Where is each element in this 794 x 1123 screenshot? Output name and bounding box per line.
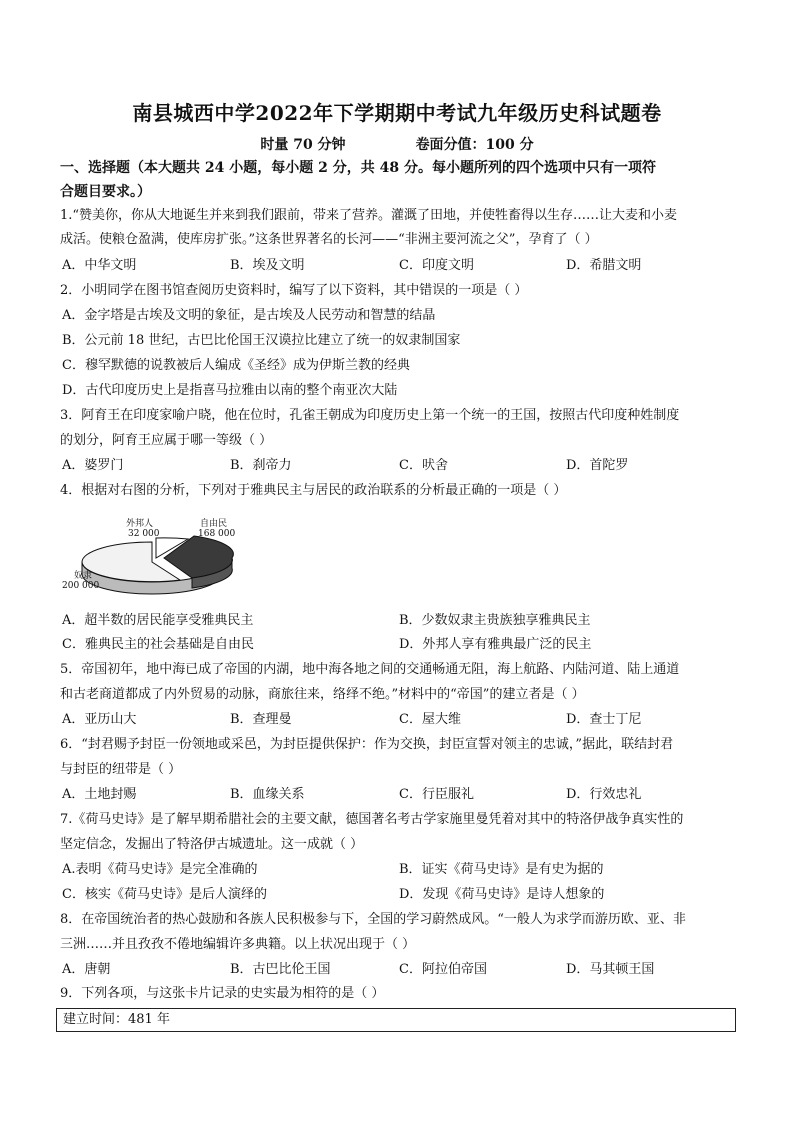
q6-option-b: B．血缘关系 — [230, 787, 305, 802]
question-5-line-2: 和古老商道都成了内外贸易的动脉，商旅往来，络绎不绝。”材料中的“帝国”的建立者是（ ） — [60, 687, 585, 702]
section-heading-line2: 合题目要求。） — [60, 184, 151, 200]
q3-option-b: B．刹帝力 — [230, 458, 292, 473]
q7-option-d: D．发现《荷马史诗》是诗人想象的 — [399, 887, 605, 902]
label-slave-name: 奴隶 — [74, 571, 93, 581]
question-7-line-2: 坚定信念，发掘出了特洛伊古城遗址。这一成就（ ） — [60, 837, 364, 852]
q4-option-b: B．少数奴隶主贵族独享雅典民主 — [399, 613, 591, 628]
question-5-line-1: 5．帝国初年，地中海已成了帝国的内湖，地中海各地之间的交通畅通无阻，海上航路、内陆河道、陆上通道 — [60, 662, 680, 677]
q8-option-d: D．马其顿王国 — [566, 962, 655, 977]
q6-option-a: A．土地封赐 — [62, 787, 137, 802]
history-card — [56, 1008, 736, 1032]
question-1-line-1: 1.“赞美你，你从大地诞生并来到我们跟前，带来了营养。灌溉了田地，并使牲畜得以生存……让大麦和小麦 — [60, 208, 678, 223]
q2-option-d: D．古代印度历史上是指喜马拉雅由以南的整个南亚次大陆 — [62, 383, 398, 398]
q5-option-d: D．查士丁尼 — [566, 712, 642, 727]
q4-option-c: C．雅典民主的社会基础是自由民 — [62, 637, 254, 652]
q7-option-b: B．证实《荷马史诗》是有史为据的 — [399, 862, 604, 877]
q7-option-a: A.表明《荷马史诗》是完全准确的 — [62, 862, 258, 877]
q3-option-a: A．婆罗门 — [62, 458, 124, 473]
label-slave-value: 200 000 — [62, 581, 100, 591]
q5-option-c: C．屋大维 — [399, 712, 461, 727]
q3-option-c: C．吠舍 — [399, 458, 448, 473]
question-3-line-2: 的划分，阿育王应属于哪一等级（ ） — [60, 433, 273, 448]
question-8-line-2: 三洲……并且孜孜不倦地编辑许多典籍。以上状况出现于（ ） — [60, 937, 416, 952]
label-free-name: 自由民 — [200, 519, 228, 529]
question-6-line-1: 6．“封君赐予封臣一份领地或采邑，为封臣提供保护：作为交换，封臣宣誓对领主的忠诚，”据此，联结封君 — [60, 737, 674, 752]
q7-option-c: C．核实《荷马史诗》是后人演绎的 — [62, 887, 267, 902]
question-8-line-1: 8．在帝国统治者的热心鼓励和各族人民积极参与下，全国的学习蔚然成风。“一般人为求学而游历欧、亚、非 — [60, 912, 686, 927]
question-4-line-1: 4．根据对右图的分析，下列对于雅典民主与居民的政治联系的分析最正确的一项是（ ） — [60, 483, 567, 498]
question-3-line-1: 3．阿育王在印度家喻户晓，他在位时，孔雀王朝成为印度历史上第一个统一的王国，按照古代印度种姓制度 — [60, 408, 680, 423]
question-9-line-1: 9．下列各项，与这张卡片记录的史实最为相符的是（ ） — [60, 986, 385, 1001]
q1-option-a: A．中华文明 — [62, 258, 137, 273]
q1-option-b: B．埃及文明 — [230, 258, 305, 273]
question-1-line-2: 成活。使粮仓盈满，使库房扩张。”这条世界著名的长河——“非洲主要河流之父”，孕育了（ ） — [60, 232, 598, 247]
total-score: 卷面分值：100 分 — [415, 137, 534, 153]
question-7-line-1: 7.《荷马史诗》是了解早期希腊社会的主要文献，德国著名考古学家施里曼凭着对其中的特洛伊战争真实性的 — [60, 812, 684, 827]
q8-option-a: A．唐朝 — [62, 962, 111, 977]
card-founding-time: 建立时间：481 年 — [63, 1012, 170, 1027]
q2-option-a: A．金字塔是古埃及文明的象征，是古埃及人民劳动和智慧的结晶 — [62, 308, 436, 323]
question-2-line-1: 2．小明同学在图书馆查阅历史资料时，编写了以下资料，其中错误的一项是（ ） — [60, 283, 528, 298]
q8-option-b: B．古巴比伦王国 — [230, 962, 331, 977]
q2-option-c: C．穆罕默德的说教被后人编成《圣经》成为伊斯兰教的经典 — [62, 358, 410, 373]
q5-option-a: A．亚历山大 — [62, 712, 137, 727]
q2-option-b: B．公元前 18 世纪，古巴比伦国王汉谟拉比建立了统一的奴隶制国家 — [62, 333, 461, 348]
population-pie-chart — [60, 514, 250, 602]
q1-option-c: C．印度文明 — [399, 258, 474, 273]
q8-option-c: C．阿拉伯帝国 — [399, 962, 487, 977]
page-title: 南县城西中学2022年下学期期中考试九年级历史科试题卷 — [132, 101, 662, 125]
time-limit: 时量 70 分钟 — [260, 137, 346, 153]
question-6-line-2: 与封臣的纽带是（ ） — [60, 762, 182, 777]
exam-info — [0, 134, 794, 154]
q4-option-d: D．外邦人享有雅典最广泛的民主 — [399, 637, 592, 652]
label-free-value: 168 000 — [198, 529, 236, 539]
section-heading-line1: 一、选择题（本大题共 24 小题，每小题 2 分，共 48 分。每小题所列的四个选项中只有一项符 — [60, 160, 656, 176]
label-foreign-value: 32 000 — [128, 529, 160, 539]
q6-option-d: D．行效忠礼 — [566, 787, 642, 802]
q4-option-a: A．超半数的居民能享受雅典民主 — [62, 613, 254, 628]
q3-option-d: D．首陀罗 — [566, 458, 629, 473]
q6-option-c: C．行臣服礼 — [399, 787, 474, 802]
q1-option-d: D．希腊文明 — [566, 258, 642, 273]
q5-option-b: B．查理曼 — [230, 712, 292, 727]
label-foreign-name: 外邦人 — [126, 519, 154, 529]
